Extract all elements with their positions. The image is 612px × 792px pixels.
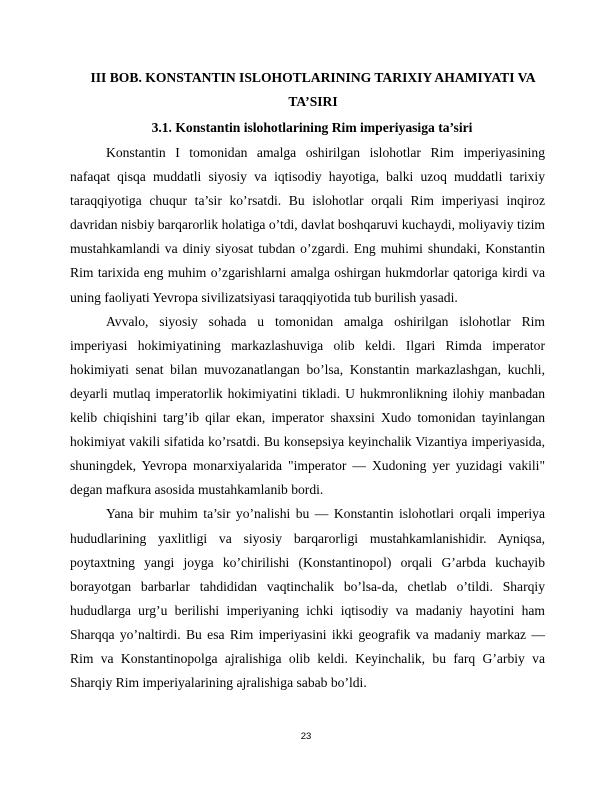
paragraph-1: Konstantin I tomonidan amalga oshirilgan islohotlar Rim imperiyasining nafaqat qisqa muddatli siyosiy va iqtisodiy hayotiga, balki uzoq muddatli tarixiy taraqqiyotiga chuqur ta’sir ko’rsatdi. Bu islohotlar orqali Rim imperiyasi inqiroz davridan nisbiy barqarorlik holatiga o’tdi, davlat boshqaruvi kuchaydi, moliyaviy tizim mustahkamlandi va diniy siyosat tubdan o’zgardi. Eng muhimi shundaki, Konstantin Rim tarixida eng muhim o’zgarishlarni amalga oshirgan hukmdorlar qatoriga kirdi va uning faoliyati Yevropa sivilizatsiyasi taraqqiyotida tub burilish yasadi. xyxy=(70,145,545,305)
page-number: 23 xyxy=(300,731,312,742)
section-title: 3.1. Konstantin islohotlarining Rim imperiyasiga ta’siri xyxy=(151,120,473,135)
paragraph-3: Yana bir muhim ta’sir yo’nalishi bu — Konstantin islohotlari orqali imperiya hududlarining yaxlitligi va siyosiy barqarorligi mustahkamlanishidir. Ayniqsa, poytaxtning yangi joyga ko’chirilishi (Konstantinopol) orqali G’arbda kuchayib borayotgan barbarlar tahdididan vaqtinchalik bo’lsa-da, chetlab o’tildi. Sharqiy hududlarga urg’u berilishi imperiyaning ichki iqtisodiy va madaniy hayotini ham Sharqqa yo’naltirdi. Bu esa Rim imperiyasini ikki geografik va madaniy markaz — Rim va Konstantinopolga ajralishiga olib keldi. Keyinchalik, bu farq G’arbiy va Sharqiy Rim imperiyalarining ajralishiga sabab bo’ldi. xyxy=(70,506,545,691)
paragraph-2: Avvalo, siyosiy sohada u tomonidan amalga oshirilgan islohotlar Rim imperiyasi hokimiyatining markazlashuviga olib keldi. Ilgari Rimda imperator hokimiyati senat bilan muvozanatlangan bo’lsa, Konstantin markazlashgan, kuchli, deyarli mutlaq imperatorlik hokimiyatini tikladi. U hukmronlikning ilohiy manbadan kelib chiqishini targ’ib qilar ekan, imperator shaxsini Xudo tomonidan tayinlangan hokimiyat vakili sifatida ko’rsatdi. Bu konsepsiya keyinchalik Vizantiya imperiyasida, shuningdek, Yevropa monarxiyalarida "imperator — Xudoning yer yuzidagi vakili" degan mafkura asosida mustahkamlanib bordi. xyxy=(70,313,545,498)
body-text xyxy=(70,141,545,695)
chapter-title: III BOB. KONSTANTIN ISLOHOTLARINING TARIXIY AHAMIYATI VA TA’SIRI xyxy=(90,70,536,109)
